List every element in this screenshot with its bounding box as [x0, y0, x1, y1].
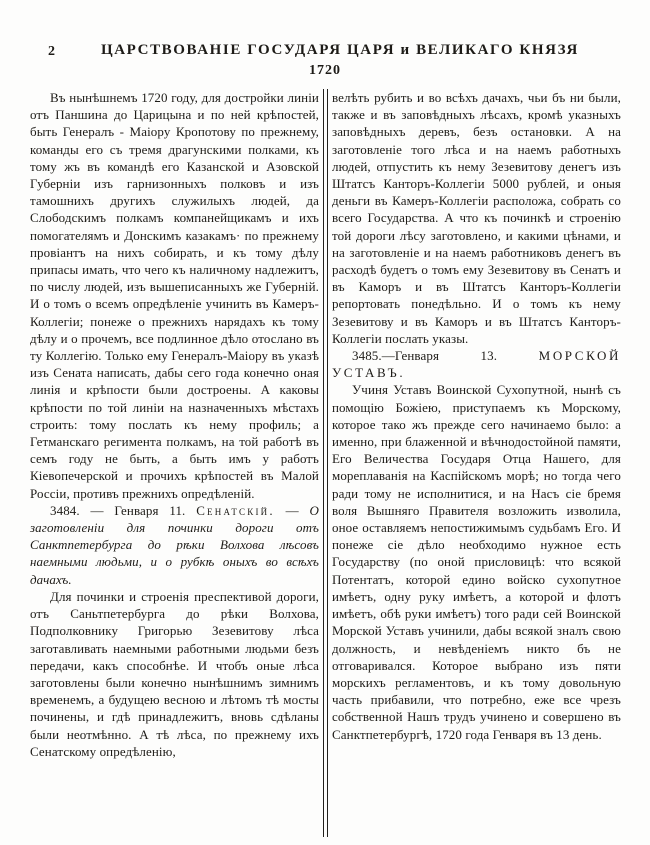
text-columns: [30, 89, 621, 837]
paragraph-intro: Въ нынѣшнемъ 1720 году, для достройки линіи отъ Паншина до Царицына и по ней крѣпостей, быть Генералъ - Маіору Кропотову по прежнему, команды его съ тремя драгунскими полками, къ тому жъ въ командѣ его Казанской и Азовской Губерніи изъ гарнизонныхъ полковъ и изъ тамошнихъ другихъ служилыхъ людей, да Слободскимъ полкамъ компанейщикамъ и ихъ помогателямъ и Донскимъ казакамъ· по прежнему провіантъ на нихъ собирать, и къ тому дѣлу припасы имать, что чего къ наличному надлежитъ, по числу людей, изъ вышеписанныхъ же Губерній. И о томъ о всемъ опредѣленіе учинить въ Камеръ-Коллегіи; понеже о прежнихъ нарядахъ къ тому дѣлу и о прочемъ, все подлинное дѣло отослано въ ту Коллегію. Только ему Генералъ-Маіору въ указѣ изъ Сената написать, дабы сего года конечно оная линія и крѣпости были достроены. А каковы крѣпости по той линіи на назначенныхъ мѣстахъ строить: тому послать къ нему профиль; а Гетманскаго регимента полкамъ, на той работѣ въ семъ году не быть, а быть имъ у работъ Кіевопечерской и прочихъ крѣпостей въ Малой Россіи, противъ прежнихъ опредѣленій.: [30, 90, 319, 501]
running-title: ЦАРСТВОВАНІЕ ГОСУДАРЯ ЦАРЯ и ВЕЛИКАГО КНЯЗЯ: [100, 42, 579, 58]
entry-dash: —: [274, 502, 310, 518]
year-heading: 1720: [309, 63, 341, 78]
column-divider-rule: [323, 89, 328, 837]
paragraph-body-left: Для починки и строенія преспективой дороги, отъ Саньтпетербурга до рѣки Волхова, Подполковнику Григорью Зезевитову лѣса заготавливать наемными работными людьми безъ передачи, какъ способнѣе. И чтобъ оные лѣса заготовлены были конечно нынѣшнимъ зимнимъ временемъ, а будущею весною и лѣтомъ тѣ мосты починены, и гдѣ принадлежитъ, вновь сдѣланы были неотмѣнно. А тѣ лѣса, по прежнему ихъ Сенатскому опредѣленію,: [30, 588, 319, 759]
right-column: [332, 89, 621, 743]
paragraph-body-right: Учиня Уставъ Воинской Сухопутной, нынѣ съ помощію Божіею, приступаемъ къ Морскому, которое тако жъ прежде сего начинаемо было: а именно, при блаженной и вѣчнодостойной памяти, Его Величества Государя Отца Нашего, для мореплаванія на Каспійскомъ морѣ; но тогда чего ради тому не исполнитися, и на Насъ сіе бремя воля Вышняго Правителя возложить изволила, оное оставляемъ непостижимымъ судьбамъ Его. И понеже сіе дѣло необходимо нужное есть Государству (по оной присловицѣ: что всякой Потентатъ, которой едино войско сухопутное имѣетъ, одну руку имѣетъ, а которой и флотъ имѣетъ, обѣ руки имѣетъ) того ради сей Воинской Морской Уставъ учинили, дабы всякой зналъ свою должность, и невѣденіемъ никто бъ не отговаривался. Которое выбрано изъ пяти морскихъ регламентовъ, и къ тому довольную часть прибавили, что потребно, еже все чрезъ собственной Нашъ трудъ учинено и совершено въ Санктпетербургѣ, 1720 года Генваря въ 13 день.: [332, 382, 621, 742]
entry-number-date: 3484. — Генваря 11.: [50, 502, 197, 518]
law-entry-heading-3485: [332, 347, 621, 381]
entry-title-caps: МОРСКОЙ УСТАВЪ.: [332, 348, 621, 381]
entry-subject-italic: О заготовленіи для починки дороги отъ Санктпетербурга до рѣки Волхова лѣсовъ наемными людьми, и о рубкѣ оныхъ во всѣхъ дачахъ.: [30, 502, 319, 587]
law-entry-heading-3484: [30, 502, 319, 588]
paragraph-continuation: велѣть рубить и во всѣхъ дачахъ, чьи бъ ни были, также и въ заповѣдныхъ лѣсахъ, кромѣ указныхъ заповѣдныхъ деревъ, безъ остановки. А на заготовленіе того лѣса и на наемъ работныхъ людей, отпустить къ нему Зезевитову денегъ изъ Штатсъ Канторъ-Коллегіи 5000 рублей, и оныя деньги въ Камеръ-Коллегіи расположа, собрать со всего Государства. А что къ починкѣ и строенію той дороги лѣсу заготовлено, и какими цѣнами, и на заготовленіе и на наемъ работниковъ денегъ въ расходѣ будетъ о томъ ему Зезевитову въ Сенатъ и въ Каморъ и въ Штатсъ Канторъ-Коллегіи репортовать понедѣльно. И о томъ къ нему Зезевитову и въ Каморъ и въ Штатсъ Канторъ-Коллегіи послать указы.: [332, 90, 621, 346]
left-column: [30, 89, 319, 760]
entry-issuer-smallcaps: Сенатскій.: [196, 502, 275, 518]
page-number: 2: [48, 44, 55, 59]
entry-number-date: 3485.—Генваря 13.: [352, 348, 539, 364]
